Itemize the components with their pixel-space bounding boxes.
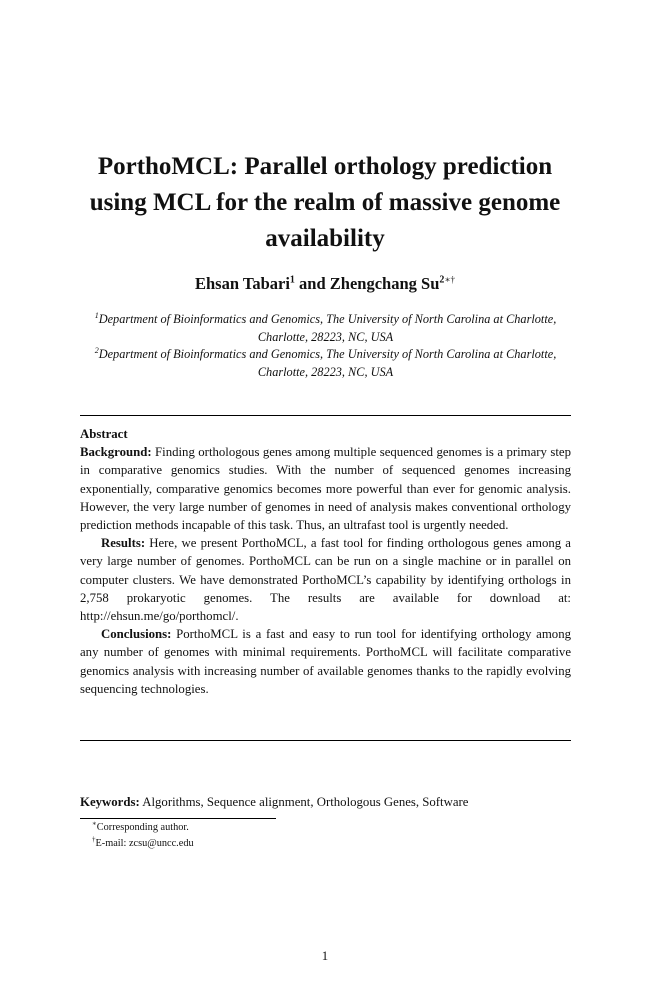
abstract-bottom-rule — [80, 740, 571, 741]
author-connector: and — [299, 274, 326, 293]
author-name: Ehsan Tabari — [194, 274, 290, 293]
footnote — [92, 836, 194, 852]
footnotes — [92, 820, 194, 851]
footnote-marker: ∗ — [92, 819, 97, 828]
affiliation-marker: 2 — [439, 274, 445, 286]
keywords-label: Keywords: — [80, 795, 140, 809]
author-list — [80, 273, 570, 295]
affiliation-marker: 1 — [289, 274, 295, 286]
abstract-background — [80, 443, 571, 534]
results-label: Results: — [101, 536, 146, 551]
affiliation — [88, 311, 563, 346]
keywords — [80, 793, 571, 811]
footnote-rule — [80, 818, 276, 819]
conclusions-text: PorthoMCL is a fast and easy to run tool for identifying orthology among any number of genomes with minimal requirements. PorthoMCL will facilitate comparative genomics analysis with increasing number of available genomes thanks to the rapidly evolving sequencing technologies. — [80, 627, 571, 696]
conclusions-label: Conclusions: — [101, 627, 172, 642]
affiliation-text: Department of Bioinformatics and Genomics, The University of North Carolina at Charlotte, Charlotte, 28223, NC, USA — [98, 312, 557, 344]
keywords-text: Algorithms, Sequence alignment, Orthologous Genes, Software — [142, 795, 469, 809]
footnote — [92, 820, 194, 836]
abstract-results — [80, 534, 571, 625]
affiliation-marker: 1 — [94, 310, 99, 320]
footnote-text: Corresponding author. — [96, 822, 189, 833]
footnote-text: E-mail: zcsu@uncc.edu — [95, 837, 194, 849]
affiliation-marker: 2 — [94, 345, 99, 355]
abstract — [80, 425, 571, 698]
abstract-heading: Abstract — [80, 427, 128, 441]
background-label: Background: — [80, 445, 152, 460]
paper-title: PorthoMCL: Parallel orthology prediction using MCL for the realm of massive genome availability — [89, 153, 561, 252]
page-number: 1 — [321, 949, 329, 963]
footnote-marker: † — [92, 835, 96, 844]
abstract-top-rule — [80, 415, 571, 416]
results-text: Here, we present PorthoMCL, a fast tool for finding orthologous genes among a very large number of genomes. PorthoMCL can be run on a single machine or in parallel on computer clusters. We have demonstrated PorthoMCL’s capability by identifying orthologs in 2,758 prokaryotic genomes. The results are available for download at: http://ehsun.me/go/porthomcl/. — [80, 536, 571, 624]
affiliation — [88, 346, 563, 381]
affiliations — [88, 311, 563, 381]
affiliation-text: Department of Bioinformatics and Genomics, The University of North Carolina at Charlotte, Charlotte, 28223, NC, USA — [98, 347, 557, 379]
author-name: Zhengchang Su — [329, 274, 440, 293]
abstract-conclusions — [80, 625, 571, 698]
background-text: Finding orthologous genes among multiple sequenced genomes is a primary step in comparative genomics studies. With the number of sequenced genomes increasing exponentially, comparative genomics becomes more powerful than ever for genomic analysis. However, the very large number of genomes in need of analysis makes conventional orthology prediction methods incapable of this task. Thus, an ultrafast tool is urgently needed. — [80, 445, 571, 533]
footnote-marker: ∗† — [444, 274, 455, 285]
